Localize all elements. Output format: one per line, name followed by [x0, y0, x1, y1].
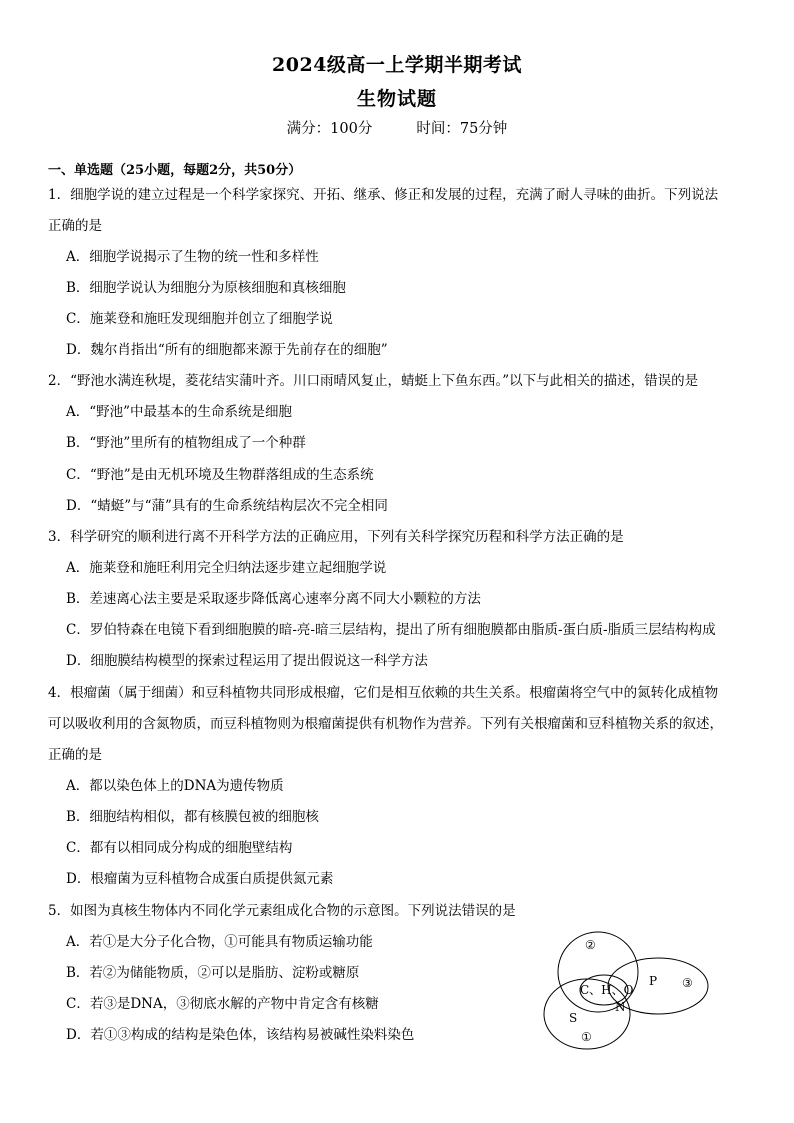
label-circle-3: ③ — [682, 976, 693, 990]
question-4-stem-line-2: 可以吸收利用的含氮物质，而豆科植物则为根瘤菌提供有机物作为营养。下列有关根瘤菌和豆科植物关系的叙述， — [48, 716, 723, 732]
question-5-option-c: C．若③是DNA，③彻底水解的产物中肯定含有核糖 — [66, 996, 379, 1012]
exam-time: 时间：75分钟 — [416, 121, 508, 137]
question-4-option-b: B．细胞结构相似，都有核膜包被的细胞核 — [66, 809, 319, 825]
question-2-option-c: C．“野池”是由无机环境及生物群落组成的生态系统 — [66, 467, 374, 483]
question-4-option-d: D．根瘤菌为豆科植物合成蛋白质提供氮元素 — [66, 871, 334, 887]
question-2-option-b: B．“野池”里所有的植物组成了一个种群 — [66, 435, 306, 451]
exam-subject: 生物试题 — [356, 88, 437, 110]
question-1-option-b: B．细胞学说认为细胞分为原核细胞和真核细胞 — [66, 280, 346, 296]
exam-meta — [0, 117, 794, 138]
question-4-option-c: C．都有以相同成分构成的细胞壁结构 — [66, 840, 293, 856]
question-2-option-a: A．“野池”中最基本的生命系统是细胞 — [66, 404, 293, 420]
label-circle-1: ① — [581, 1030, 592, 1044]
question-2-option-d: D．“蜻蜓”与“蒲”具有的生命系统结构层次不完全相同 — [66, 498, 388, 514]
question-1-option-a: A．细胞学说揭示了生物的统一性和多样性 — [66, 249, 319, 265]
label-n: N — [615, 1000, 626, 1014]
question-1-stem-line-1: 1．细胞学说的建立过程是一个科学家探究、开拓、继承、修正和发展的过程，充满了耐人寻味的曲折。下列说法 — [48, 187, 719, 203]
label-circle-2: ② — [585, 938, 596, 952]
question-4-option-a: A．都以染色体上的DNA为遗传物质 — [66, 778, 284, 794]
question-1-option-c: C．施莱登和施旺发现细胞并创立了细胞学说 — [66, 311, 333, 327]
question-2-stem-line-1: 2．“野池水满连秋堤，菱花结实蒲叶齐。川口雨晴风复止，蜻蜓上下鱼东西。”以下与此相关的描述，错误的是 — [48, 373, 699, 389]
label-center: C、H、O — [580, 983, 634, 997]
question-1-stem-line-2: 正确的是 — [48, 218, 102, 234]
element-compound-diagram — [536, 926, 720, 1058]
label-p: P — [649, 974, 658, 988]
question-3-option-d: D．细胞膜结构模型的探索过程运用了提出假说这一科学方法 — [66, 653, 428, 669]
question-5-option-b: B．若②为储能物质，②可以是脂肪、淀粉或糖原 — [66, 965, 360, 981]
question-4-stem-line-1: 4．根瘤菌（属于细菌）和豆科植物共同形成根瘤，它们是相互依赖的共生关系。根瘤菌将空气中的氮转化成植物 — [48, 685, 719, 701]
exam-title: 2024级高一上学期半期考试 — [272, 54, 522, 76]
question-3-option-b: B．差速离心法主要是采取逐步降低离心速率分离不同大小颗粒的方法 — [66, 591, 481, 607]
label-s: S — [569, 1011, 578, 1025]
question-5-stem-line-1: 5．如图为真核生物体内不同化学元素组成化合物的示意图。下列说法错误的是 — [48, 903, 516, 919]
question-3-option-c: C．罗伯特森在电镜下看到细胞膜的暗-亮-暗三层结构，提出了所有细胞膜都由脂质-蛋白质-脂质三层结构构成 — [66, 622, 716, 638]
question-3-stem-line-1: 3．科学研究的顺利进行离不开科学方法的正确应用，下列有关科学探究历程和科学方法正确的是 — [48, 529, 624, 545]
question-4-stem-line-3: 正确的是 — [48, 747, 102, 763]
question-5-option-a: A．若①是大分子化合物，①可能具有物质运输功能 — [66, 934, 373, 950]
full-score: 满分：100分 — [286, 121, 373, 137]
question-3-option-a: A．施莱登和施旺利用完全归纳法逐步建立起细胞学说 — [66, 560, 387, 576]
section-heading: 一、单选题（25小题，每题2分，共50分） — [48, 163, 302, 178]
question-1-option-d: D．魏尔肖指出“所有的细胞都来源于先前存在的细胞” — [66, 342, 388, 358]
question-5-option-d: D．若①③构成的结构是染色体，该结构易被碱性染料染色 — [66, 1027, 415, 1043]
